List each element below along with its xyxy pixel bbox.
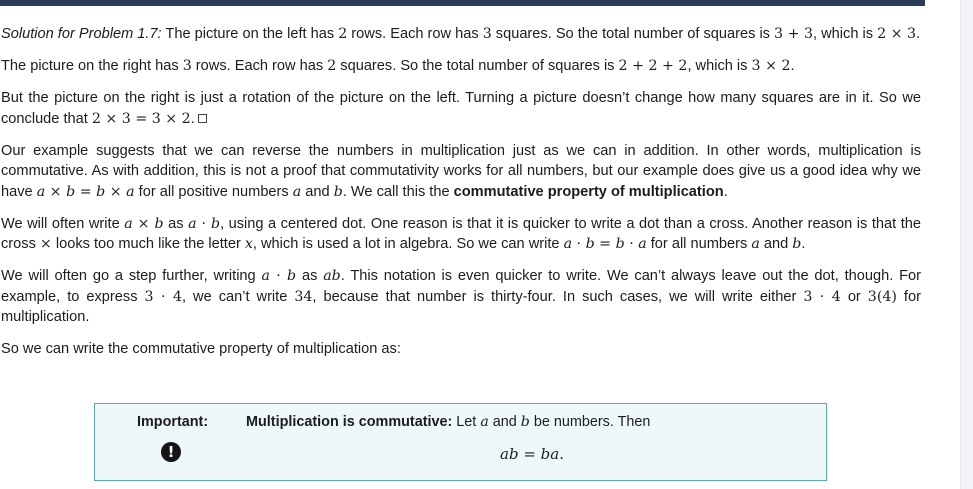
text-span: for all numbers — [646, 236, 752, 252]
math-ba: ba — [540, 445, 560, 463]
text-span: . — [559, 445, 564, 463]
text-span: be numbers. Then — [529, 414, 651, 430]
text-span: We will often write — [1, 215, 125, 232]
solution-title: Solution for Problem 1.7: — [1, 26, 162, 42]
text-span: and — [488, 414, 521, 430]
important-callout-box — [94, 403, 827, 481]
math-product: 2 × 3 — [877, 26, 917, 42]
dot-sign: · — [572, 236, 586, 252]
var-a: a — [188, 215, 197, 232]
math-squares: 3 — [482, 26, 492, 42]
text-span: . — [790, 58, 795, 74]
text-span: rows. Each row has — [191, 58, 328, 74]
times-sign: × — [105, 183, 127, 200]
text-span: and — [301, 183, 334, 200]
important-heading: Multiplication is commutative: — [246, 414, 453, 430]
text-span: for all positive numbers — [134, 183, 293, 200]
math-ab: ab — [323, 268, 341, 284]
dot-sign: · — [269, 268, 288, 284]
var-b: b — [210, 215, 221, 232]
text-span: , we can’t write — [181, 288, 295, 305]
math-34: 34 — [294, 288, 313, 305]
text-span: . This notation is even quicker to write. We can’t always leave out the dot, though. For example, to express — [1, 268, 921, 305]
qed-square-icon — [198, 114, 207, 123]
var-a: a — [126, 183, 135, 200]
text-span: But the picture on the right is just a rotation of the picture on the left. Turning a picture doesn’t change how many squares are in it. So we conclude that — [1, 90, 921, 127]
text-span: . — [723, 183, 728, 200]
text-span: . — [801, 236, 806, 252]
math-equation: 2 × 3 = 3 × 2 — [91, 110, 191, 127]
math-3-paren-4: 3(4) — [867, 288, 897, 305]
document-content — [1, 24, 921, 371]
var-a: a — [292, 183, 302, 200]
math-product: 3 × 2 — [751, 58, 791, 74]
var-a: a — [563, 236, 573, 252]
equals-sign: = — [75, 183, 97, 200]
commutativity-paragraph — [1, 141, 921, 203]
math-commutative-equation — [37, 184, 135, 200]
var-b: b — [585, 236, 595, 252]
math-sum: 3 + 3 — [774, 26, 814, 42]
var-b: b — [615, 236, 625, 252]
text-span: , which is — [687, 58, 752, 74]
top-header-bar — [0, 0, 925, 6]
intro-to-important-paragraph: So we can write the commutative property of multiplication as: — [1, 341, 401, 357]
text-span: as — [296, 268, 324, 284]
var-a: a — [261, 268, 270, 284]
var-x: x — [244, 236, 253, 252]
math-squares: 2 — [327, 58, 337, 74]
var-a: a — [124, 215, 133, 232]
math-rows: 3 — [182, 58, 192, 74]
var-a: a — [638, 236, 647, 252]
solution-paragraph-3 — [1, 88, 921, 129]
text-span: , using a centered dot. One reason is that it is quicker to write a dot than a cross. Another reason is that the cross — [1, 215, 921, 252]
text-span: . — [916, 26, 921, 42]
solution-paragraph-2 — [1, 56, 921, 77]
dot-sign: · — [196, 215, 211, 232]
var-b: b — [66, 183, 76, 200]
text-span: looks too much like the letter — [51, 236, 245, 252]
exclamation-icon: ! — [161, 442, 181, 462]
text-span: squares. So the total number of squares is — [336, 58, 619, 74]
var-b: b — [287, 268, 297, 284]
math-a-dot-b — [188, 216, 220, 232]
var-a: a — [751, 236, 760, 252]
important-statement — [246, 414, 650, 430]
juxtaposition-paragraph — [1, 266, 921, 328]
var-a: a — [480, 414, 489, 430]
commutative-property-term: commutative property of multiplication — [453, 183, 724, 200]
var-b: b — [520, 414, 530, 430]
text-span: , which is used a lot in algebra. So we can write — [252, 236, 564, 252]
centered-dot-paragraph — [1, 214, 921, 255]
var-b: b — [792, 236, 802, 252]
math-3-dot-4: 3 · 4 — [144, 288, 182, 305]
equals-sign: = — [518, 445, 541, 463]
math-sum: 2 + 2 + 2 — [618, 58, 688, 74]
math-ab: ab — [500, 445, 519, 463]
var-b: b — [154, 215, 164, 232]
math-3-dot-4: 3 · 4 — [803, 288, 841, 305]
text-span: The picture on the right has — [1, 58, 183, 74]
cross-symbol: × — [39, 236, 52, 252]
text-span: as — [163, 215, 189, 232]
important-label: Important: — [137, 414, 209, 430]
text-span: We will often go a step further, writing — [1, 268, 262, 284]
equals-sign: = — [594, 236, 616, 252]
text-span: and — [759, 236, 793, 252]
math-dot-commutative-equation — [564, 236, 647, 252]
times-sign: × — [132, 215, 155, 232]
var-a: a — [36, 183, 46, 200]
text-span: , which is — [813, 26, 878, 42]
important-equation — [500, 445, 564, 463]
var-b: b — [333, 183, 343, 200]
var-b: b — [96, 183, 106, 200]
times-sign: × — [45, 183, 67, 200]
text-span: . — [190, 110, 195, 127]
text-span: squares. So the total number of squares is — [491, 26, 775, 42]
text-span: for multiplication. — [1, 288, 921, 325]
text-span: Our example suggests that we can reverse the numbers in multiplication just as we can in addition. In other words, multiplication is commutative. As with addition, this is not a proof that commutativity works for all numbers, but our example does give us a good idea why we have — [1, 142, 921, 200]
math-rows: 2 — [338, 26, 348, 42]
math-a-dot-b — [262, 268, 297, 284]
text-span: Let — [452, 414, 481, 430]
text-span: , because that number is thirty-four. In such cases, we will write either — [312, 288, 804, 305]
text-span: rows. Each row has — [347, 26, 483, 42]
math-a-times-b — [124, 216, 163, 232]
scrollbar-track[interactable] — [960, 0, 973, 489]
dot-sign: · — [624, 236, 639, 252]
text-span: or — [840, 288, 868, 305]
text-span: . We call this the — [342, 183, 454, 200]
text-span: The picture on the left has — [161, 26, 339, 42]
solution-paragraph-1 — [1, 24, 921, 45]
